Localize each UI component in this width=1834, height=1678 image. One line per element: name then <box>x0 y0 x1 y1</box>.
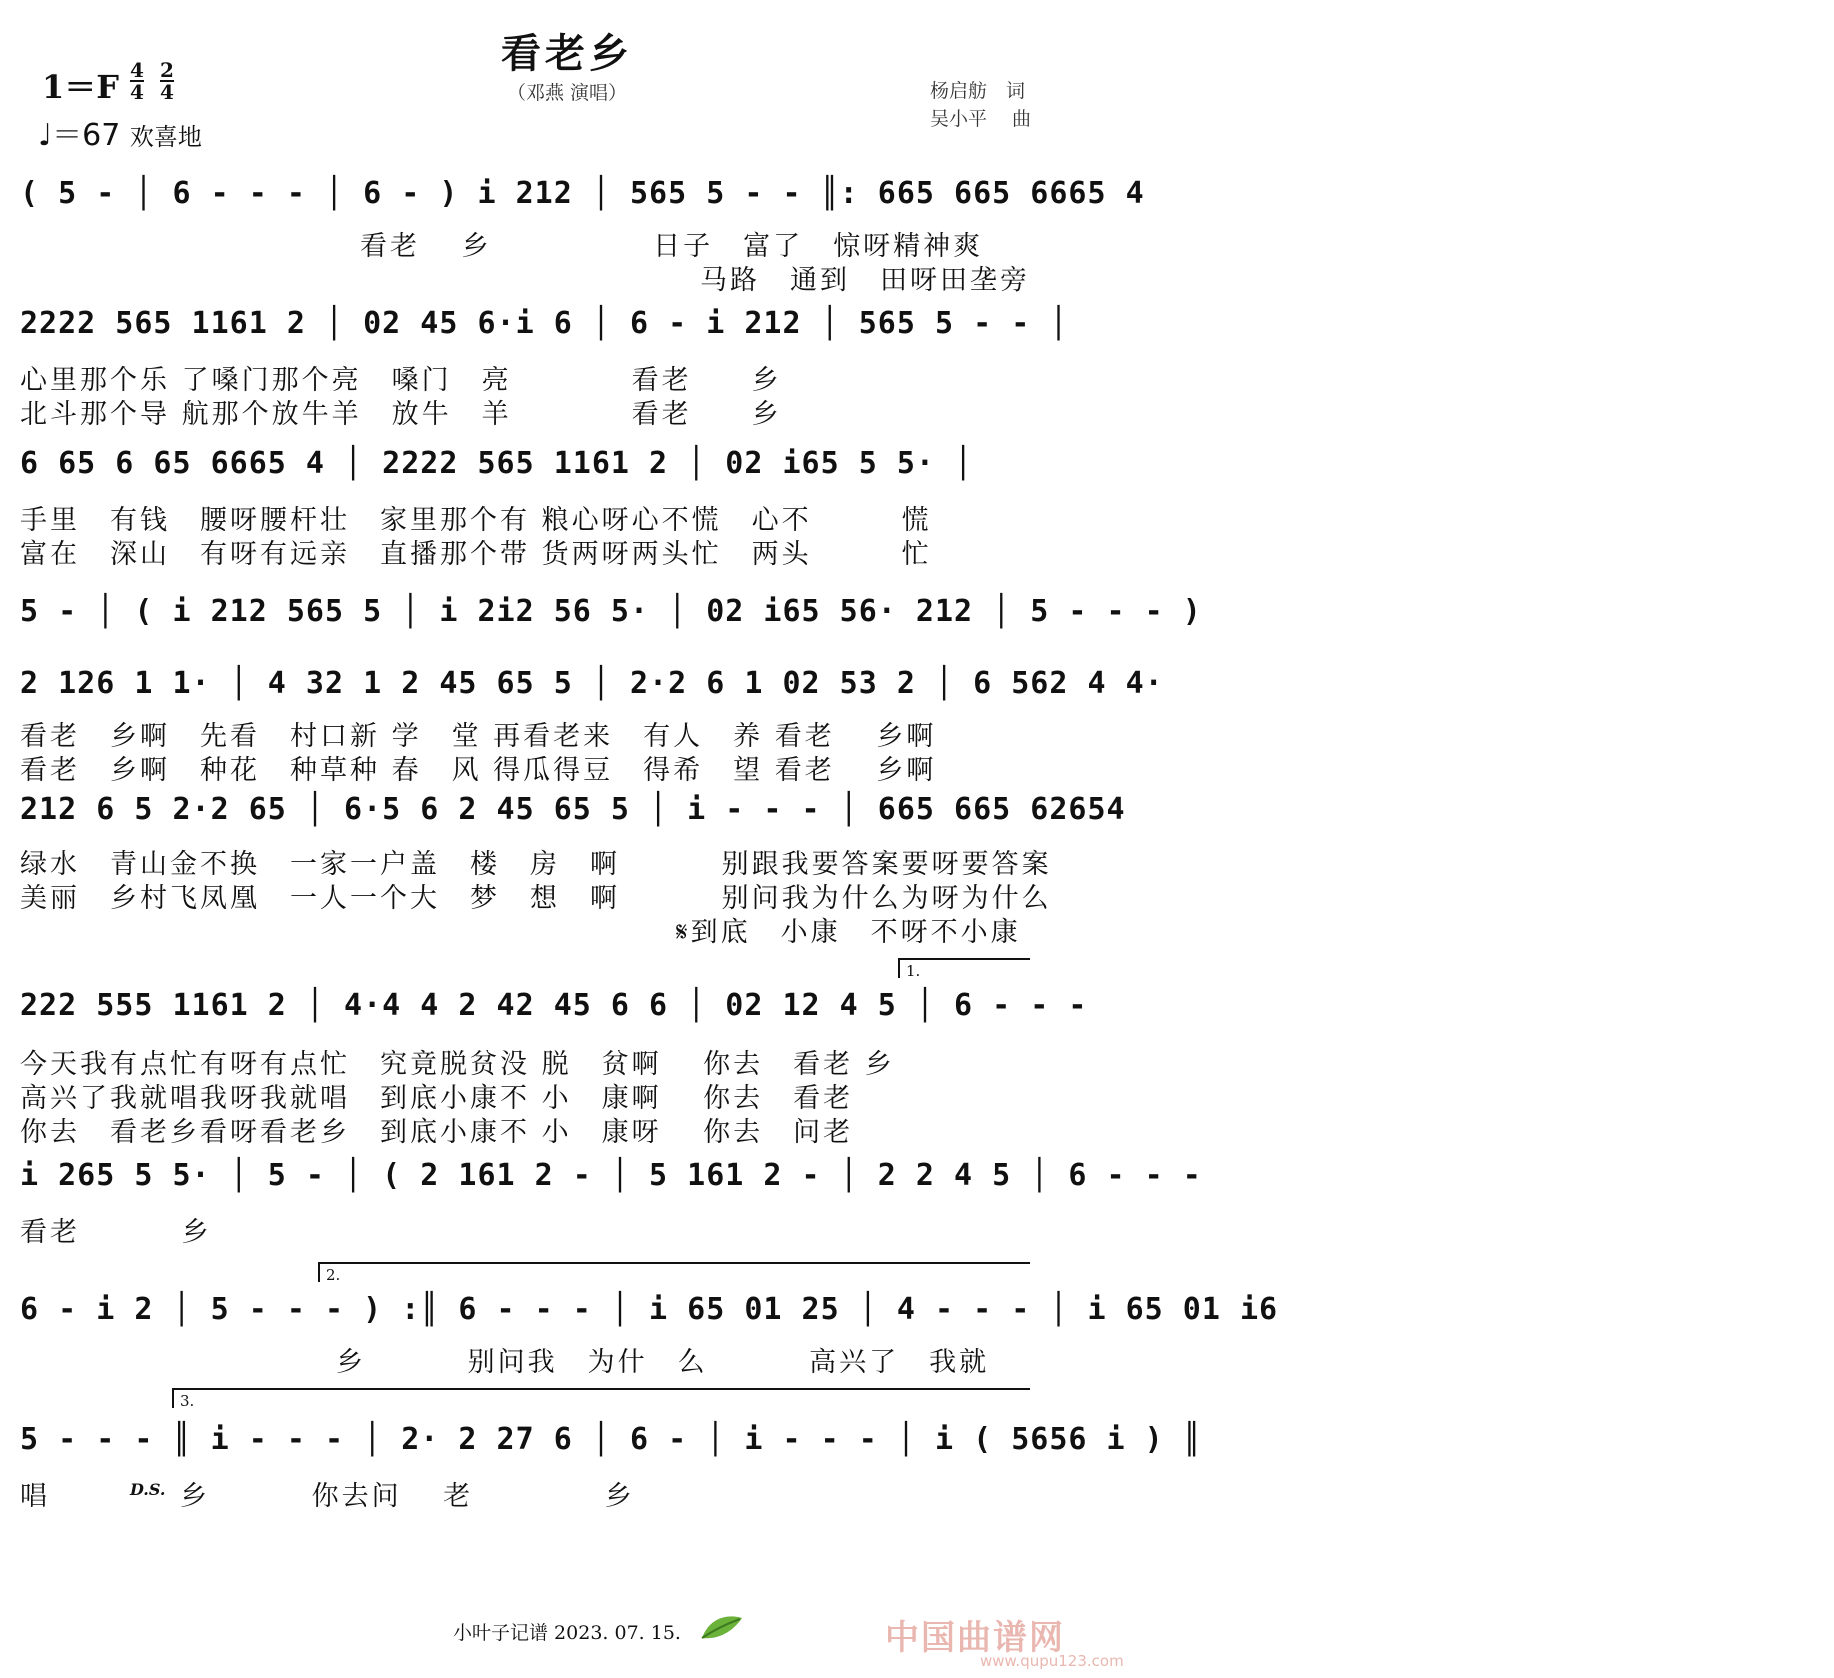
time-signature-2-4 <box>160 60 174 102</box>
time-sig-numerator: 4 <box>130 58 144 82</box>
lyric-line-7-verse-3: 你去 看老乡看呀看老乡 到底小康不 小 康呀 你去 问老 <box>20 1117 854 1148</box>
tempo-marking <box>38 110 202 154</box>
notation-line-8: i 265 5 5· │ 5 - │ ( 2 161 2 - │ 5 161 2 - │ 2 2 4 5 │ 6 - - - <box>20 1158 1202 1193</box>
key-signature: 1＝F <box>42 68 119 106</box>
lyric-line-1-verse-1: 看老 乡 日子 富了 惊呀精神爽 <box>360 231 984 262</box>
lyric-line-3-verse-1: 手里 有钱 腰呀腰杆壮 家里那个有 粮心呀心不慌 心不 慌 <box>20 505 932 536</box>
lyric-line-9: 乡 别问我 为什 么 高兴了 我就 <box>336 1347 990 1378</box>
lyric-line-5-verse-1: 看老 乡啊 先看 村口新 学 堂 再看老来 有人 养 看老 乡啊 <box>20 721 937 752</box>
lyric-line-3-verse-2: 富在 深山 有呀有远亲 直播那个带 货两呀两头忙 两头 忙 <box>20 539 932 570</box>
notation-line-3: 6 65 6 65 6665 4 │ 2222 565 1161 2 │ 02 i65 5 5· │ <box>20 446 974 481</box>
transcriber-credit: 小叶子记谱 2023. 07. 15. <box>453 1622 681 1644</box>
notation-line-10: 5 - - - ║ i - - - │ 2· 2 27 6 │ 6 - │ i - - - │ i ( 5656 i ) ║ <box>20 1422 1202 1457</box>
notation-line-9: 6 - i 2 │ 5 - - - ) :║ 6 - - - │ i 65 01 25 │ 4 - - - │ i 65 01 i6 <box>20 1292 1279 1327</box>
tempo-value: ＝67 <box>52 118 121 153</box>
lyric-line-5-verse-2: 看老 乡啊 种花 种草种 春 风 得瓜得豆 得希 望 看老 乡啊 <box>20 755 937 786</box>
lyric-line-1-verse-2: 马路 通到 田呀田垄旁 <box>700 265 1030 296</box>
lyric-line-10-end: 乡 你去问 老 乡 <box>180 1481 635 1512</box>
notation-line-4: 5 - │ ( i 212 565 5 │ i 2i2 56 5· │ 02 i65 56· 212 │ 5 - - - ) <box>20 594 1202 629</box>
site-watermark: 中国曲谱网 <box>885 1618 1065 1658</box>
lyric-line-7-verse-2: 高兴了我就唱我呀我就唱 到底小康不 小 康啊 你去 看老 <box>20 1083 854 1114</box>
volta-number: 3. <box>180 1392 195 1410</box>
lyricist-credit: 杨启舫 词 <box>930 80 1026 102</box>
composer-credit: 吴小平 曲 <box>930 108 1032 130</box>
notation-line-2: 2222 565 1161 2 │ 02 45 6·i 6 │ 6 - i 212 │ 565 5 - - │ <box>20 306 1069 341</box>
volta-number: 1. <box>906 962 921 980</box>
second-ending-bracket <box>318 1262 1030 1282</box>
lyric-line-10-start: 唱 <box>20 1481 50 1512</box>
singer-credit: （邓燕 演唱） <box>506 82 628 104</box>
site-watermark-url: www.qupu123.com <box>980 1652 1124 1670</box>
lyric-line-6-verse-2: 美丽 乡村飞凤凰 一人一个大 梦 想 啊 别问我为什么为呀为什么 <box>20 883 1052 914</box>
lyric-line-2-verse-1: 心里那个乐 了嗓门那个亮 嗓门 亮 看老 乡 <box>20 365 782 396</box>
notation-line-7: 222 555 1161 2 │ 4·4 4 2 42 45 6 6 │ 02 12 4 5 │ 6 - - - <box>20 988 1088 1023</box>
song-title: 看老乡 <box>501 31 633 77</box>
notation-line-1: ( 5 - │ 6 - - - │ 6 - ) i 212 │ 565 5 - - ║: 665 665 6665 4 <box>20 176 1145 211</box>
dal-segno-marking: D.S. <box>130 1480 166 1499</box>
quarter-note-icon: ♩ <box>38 118 53 153</box>
lyric-line-6-verse-3: 𝄋到底 小康 不呀不小康 <box>676 917 1021 948</box>
third-ending-bracket <box>172 1388 1030 1408</box>
time-sig-numerator: 2 <box>160 58 174 82</box>
leaf-icon <box>700 1612 744 1642</box>
lyric-line-7-verse-1: 今天我有点忙有呀有点忙 究竟脱贫没 脱 贫啊 你去 看老 乡 <box>20 1049 895 1080</box>
notation-line-6: 212 6 5 2·2 65 │ 6·5 6 2 45 65 5 │ i - - - │ 665 665 62654 <box>20 792 1126 827</box>
time-signature-4-4 <box>130 60 144 102</box>
tempo-mood: 欢喜地 <box>129 123 202 151</box>
first-ending-bracket <box>898 958 1030 978</box>
time-sig-denominator: 4 <box>160 80 174 104</box>
time-sig-denominator: 4 <box>130 80 144 104</box>
lyric-line-2-verse-2: 北斗那个导 航那个放牛羊 放牛 羊 看老 乡 <box>20 399 782 430</box>
notation-line-5: 2 126 1 1· │ 4 32 1 2 45 65 5 │ 2·2 6 1 02 53 2 │ 6 562 4 4· <box>20 666 1164 701</box>
lyric-line-6-verse-1: 绿水 青山金不换 一家一户盖 楼 房 啊 别跟我要答案要呀要答案 <box>20 849 1052 880</box>
lyric-line-8: 看老 乡 <box>20 1217 212 1248</box>
volta-number: 2. <box>326 1266 341 1284</box>
